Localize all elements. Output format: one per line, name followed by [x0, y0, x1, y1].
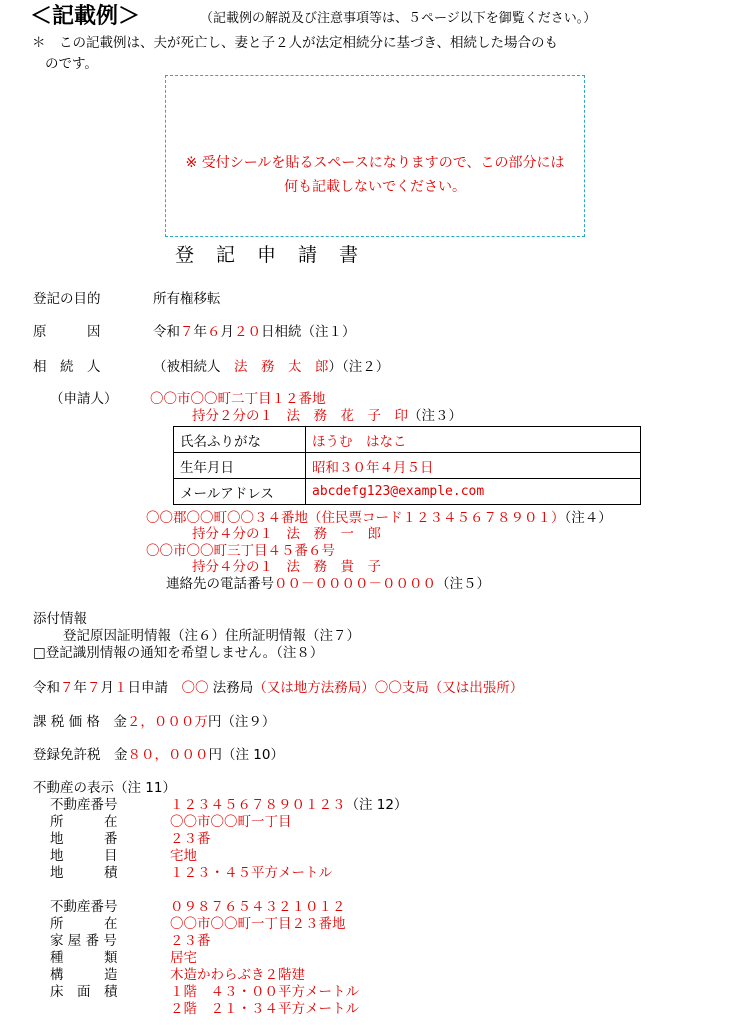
contact-phone	[166, 578, 490, 592]
cause-year: ７	[180, 324, 194, 340]
table-row	[174, 479, 641, 505]
land-value-text: １２３４５６７８９０１２３	[170, 797, 346, 813]
info-value: abcdefg123@example.com	[306, 479, 641, 505]
tax-value-amount: ２，０００万	[126, 714, 208, 730]
heir-label: 相 続 人	[33, 359, 101, 375]
share-1-text: 持分２分の１ 法 務 花 子 印	[192, 408, 408, 424]
applicant-address-2	[146, 512, 612, 526]
app-month: ７	[87, 680, 101, 696]
purpose-label: 登記の目的	[33, 291, 101, 307]
building-key: 不動産番号	[50, 899, 118, 915]
registration-tax-label: 登録免許税	[33, 747, 101, 763]
registration-tax-unit: 円（注 10）	[208, 747, 284, 763]
land-key: 所 在	[50, 814, 118, 830]
land-key: 地 目	[50, 848, 118, 864]
land-key: 地 番	[50, 831, 118, 847]
land-value: 〇〇市〇〇町一丁目	[170, 814, 292, 830]
seal-instruction-line-2: 何も記載しないでください。	[284, 179, 466, 195]
app-era: 令和	[33, 680, 60, 696]
land-key: 不動産番号	[50, 797, 118, 813]
cause-suffix: 日相続（注１）	[261, 324, 356, 340]
intro-line-1: ＊ この記載例は、夫が死亡し、妻と子２人が法定相続分に基づき、相続した場合のも	[32, 35, 558, 51]
application-line	[33, 682, 523, 696]
attachments-items: 登記原因証明情報（注６）住所証明情報（注７）	[63, 628, 360, 644]
heir-value	[153, 361, 389, 375]
office-label: 法務局	[212, 680, 254, 696]
phone-note: （注５）	[436, 576, 490, 592]
land-value: 宅地	[170, 848, 197, 864]
registration-tax-line	[33, 749, 284, 763]
share-1-note: （注３）	[408, 408, 462, 424]
building-value: 〇〇市〇〇町一丁目２３番地	[170, 916, 346, 932]
land-key: 地 積	[50, 865, 118, 881]
purpose-value: 所有権移転	[153, 291, 221, 307]
land-value	[170, 799, 407, 813]
registration-tax-amount: ８０，０００	[127, 747, 209, 763]
decedent-name: 法 務 太 郎	[234, 359, 329, 375]
office-prefix: 〇〇	[181, 680, 209, 696]
applicant-share-1	[192, 410, 462, 424]
building-value: ２階 ２１・３４平方メートル	[170, 1001, 359, 1017]
tax-value-unit: 円（注９）	[207, 714, 276, 730]
building-value: １階 ４３・００平方メートル	[170, 984, 359, 1000]
tax-value-line	[33, 716, 275, 730]
property-label: 不動産の表示（注 11）	[33, 780, 176, 796]
example-heading: ＜記載例＞	[30, 4, 141, 29]
address-2-note: （注４）	[564, 510, 612, 526]
cause-era: 令和	[153, 324, 180, 340]
table-row	[174, 427, 641, 453]
app-year: ７	[60, 680, 74, 696]
applicant-share-2: 持分４分の１ 法 務 一 郎	[192, 526, 381, 542]
phone-value: ００－００００－００００	[274, 576, 436, 592]
app-month-unit: 月	[100, 680, 114, 696]
document-title: 登記申請書	[175, 244, 381, 266]
address-2-text: 〇〇郡〇〇町〇〇３４番地（住民票コード１２３４５６７８９０１）	[146, 510, 565, 526]
building-key: 構 造	[50, 967, 118, 983]
land-value: １２３・４５平方メートル	[170, 865, 332, 881]
applicant-label: （申請人）	[50, 391, 118, 407]
info-key: 氏名ふりがな	[174, 427, 306, 453]
building-key: 床 面 積	[50, 984, 118, 1000]
building-value: 木造かわらぶき２階建	[170, 967, 305, 983]
receipt-seal-area	[165, 75, 585, 237]
heir-prefix: （被相続人	[153, 359, 221, 375]
table-row	[174, 453, 641, 479]
info-value: 昭和３０年４月５日	[306, 453, 641, 479]
registration-tax-currency: 金	[114, 747, 128, 763]
cause-value	[153, 326, 356, 340]
building-value: ２３番	[170, 933, 211, 949]
heir-suffix: ）（注２）	[328, 359, 390, 375]
attachments-label: 添付情報	[33, 611, 87, 627]
app-year-unit: 年	[73, 680, 87, 696]
cause-month-unit: 月	[220, 324, 234, 340]
cause-day: ２０	[234, 324, 261, 340]
no-notice-checkbox-line: □登記識別情報の通知を希望しません。（注８）	[33, 645, 324, 661]
land-value: ２３番	[170, 831, 211, 847]
cause-month: ６	[207, 324, 221, 340]
applicant-address-3: 〇〇市〇〇町三丁目４５番６号	[146, 543, 335, 559]
land-note: （注 12）	[345, 797, 408, 813]
info-key: 生年月日	[174, 453, 306, 479]
info-key: メールアドレス	[174, 479, 306, 505]
phone-label: 連絡先の電話番号	[166, 576, 274, 592]
tax-value-currency: 金	[113, 714, 127, 730]
building-value: 居宅	[170, 950, 197, 966]
info-value: ほうむ はなこ	[306, 427, 641, 453]
cause-year-unit: 年	[193, 324, 207, 340]
applicant-share-3: 持分４分の１ 法 務 貴 子	[192, 559, 381, 575]
cause-label: 原 因	[33, 324, 101, 340]
app-day: １	[114, 680, 128, 696]
building-key: 所 在	[50, 916, 118, 932]
building-value: ０９８７６５４３２１０１２	[170, 899, 346, 915]
reference-note: （記載例の解説及び注意事項等は、５ページ以下を御覧ください。）	[200, 11, 597, 26]
tax-value-label: 課 税 価 格	[33, 714, 100, 730]
seal-instruction-line-1: ※ 受付シールを貼るスペースになりますので、この部分には	[185, 155, 565, 171]
app-day-unit: 日申請	[127, 680, 168, 696]
office-detail: （又は地方法務局）〇〇支局（又は出張所）	[253, 680, 524, 696]
intro-line-2: のです。	[45, 56, 98, 72]
applicant-info-table	[173, 426, 641, 505]
applicant-address-1: 〇〇市〇〇町二丁目１２番地	[150, 391, 326, 407]
building-key: 家 屋 番 号	[50, 933, 117, 949]
building-key: 種 類	[50, 950, 118, 966]
